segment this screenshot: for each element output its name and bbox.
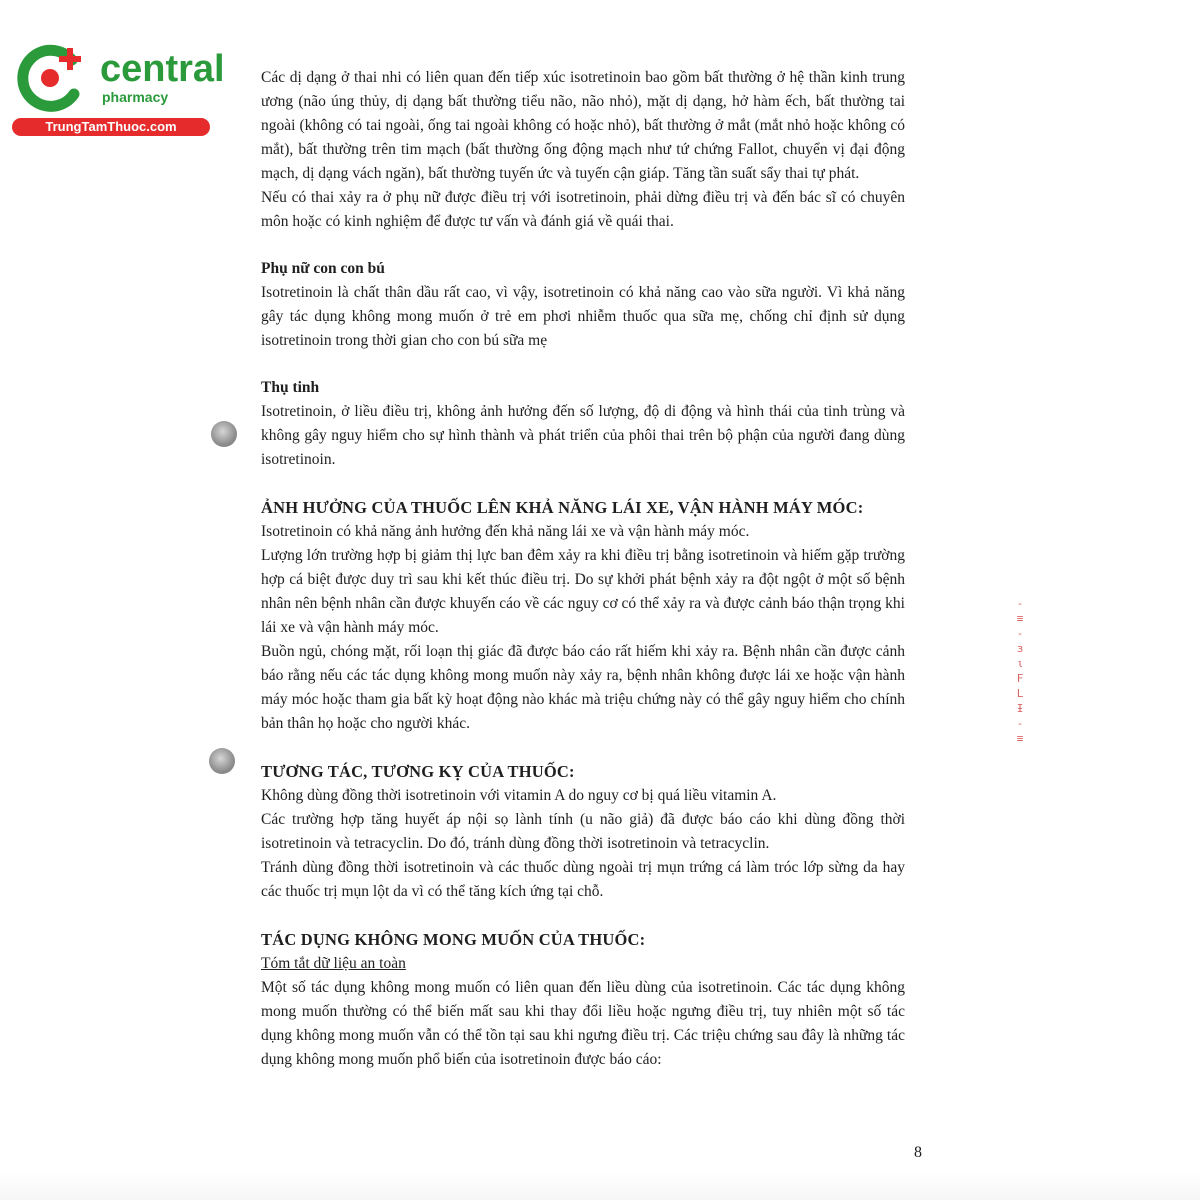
driving-paragraph-2: Lượng lớn trường hợp bị giảm thị lực ban đêm xảy ra khi điều trị bằng isotretinoin và hiếm gặp trường hợp cá biệt được duy trì sau khi kết thúc điều trị. Do sự khởi phát bệnh xảy ra đột ngột ở một số bệnh nhân nên bệnh nhân cần được khuyến cáo về các nguy cơ có thể xảy ra và được cảnh báo thận trọng khi lái xe và vận hành máy móc. bbox=[261, 547, 905, 636]
page-bottom-edge bbox=[0, 1172, 1200, 1200]
adverse-paragraph: Một số tác dụng không mong muốn có liên quan đến liều dùng của isotretinoin. Các tác dụng không mong muốn thường có thể biến mất sau khi thay đổi liều hoặc ngưng điều trị, tuy nhiên một số tác dụng không mong muốn vẫn có thể tồn tại sau khi ngưng điều trị. Các triệu chứng sau đây là những tác dụng không mong muốn phổ biến của isotretinoin được báo cáo: bbox=[261, 979, 905, 1068]
fertility-heading: Thụ tinh bbox=[261, 379, 320, 396]
driving-heading: ẢNH HƯỞNG CỦA THUỐC LÊN KHẢ NĂNG LÁI XE, VẬN HÀNH MÁY MÓC: bbox=[261, 498, 864, 517]
pregnancy-paragraph-1: Các dị dạng ở thai nhi có liên quan đến tiếp xúc isotretinoin bao gồm bất thường ở hệ thần kinh trung ương (não úng thủy, dị dạng bất thường tiểu não, não nhỏ), mặt dị dạng, hở hàm ếch, bất thường tai ngoài (không có tai ngoài, ống tai ngoài không có hoặc nhỏ), bất thường ở mắt (mắt nhỏ hoặc không có mắt), bất thường trên tim mạch (bất thường ống động mạch như tứ chứng Fallot, chuyển vị đại động mạch, dị dạng vách ngăn), bất thường tuyến ức và tuyến cận giáp. Tăng tần suất sẩy thai tự phát. bbox=[261, 69, 905, 182]
breastfeeding-paragraph: Isotretinoin là chất thân dầu rất cao, vì vậy, isotretinoin có khả năng cao vào sữa người. Vì khả năng gây tác dụng không mong muốn ở trẻ em phơi nhiễm thuốc qua sữa mẹ, chống chỉ định sử dụng isotretinoin trong thời gian cho con bú sữa mẹ bbox=[261, 284, 905, 349]
brand-tagline: pharmacy bbox=[102, 89, 169, 105]
interactions-heading: TƯƠNG TÁC, TƯƠNG KỴ CỦA THUỐC: bbox=[261, 762, 575, 781]
adverse-subheading: Tóm tắt dữ liệu an toàn bbox=[261, 955, 406, 972]
pregnancy-paragraph-2: Nếu có thai xảy ra ở phụ nữ được điều trị với isotretinoin, phải dừng điều trị và đến bác sĩ có chuyên môn hoặc có kinh nghiệm để được tư vấn và đánh giá về quái thai. bbox=[261, 189, 905, 230]
brand-name: central bbox=[100, 48, 225, 90]
adverse-heading: TÁC DỤNG KHÔNG MONG MUỐN CỦA THUỐC: bbox=[261, 930, 646, 949]
central-pharmacy-logo bbox=[12, 38, 225, 138]
document-body bbox=[261, 66, 905, 1072]
interactions-paragraph-1: Không dùng đồng thời isotretinoin với vitamin A do nguy cơ bị quá liều vitamin A. bbox=[261, 787, 777, 804]
punch-hole-bottom bbox=[209, 748, 235, 774]
c-cross-icon bbox=[12, 38, 92, 118]
page-number: 8 bbox=[914, 1144, 922, 1161]
breastfeeding-heading: Phụ nữ con con bú bbox=[261, 260, 385, 277]
interactions-paragraph-2: Các trường hợp tăng huyết áp nội sọ lành tính (u não giả) đã được báo cáo khi dùng đồng thời isotretinoin và tetracyclin. Do đó, tránh dùng đồng thời isotretinoin và tetracyclin. bbox=[261, 811, 905, 852]
margin-stamp-mark: - ≡ - ɜ ι F L Ɨ - ≡ bbox=[1016, 597, 1024, 745]
driving-paragraph-1: Isotretinoin có khả năng ảnh hưởng đến khả năng lái xe và vận hành máy móc. bbox=[261, 523, 750, 540]
brand-site: TrungTamThuoc.com bbox=[12, 118, 210, 136]
interactions-paragraph-3: Tránh dùng đồng thời isotretinoin và các thuốc dùng ngoài trị mụn trứng cá làm tróc lớp sừng da hay các thuốc trị mụn lột da vì có thể tăng kích ứng tại chỗ. bbox=[261, 859, 905, 900]
fertility-paragraph: Isotretinoin, ở liều điều trị, không ảnh hưởng đến số lượng, độ di động và hình thái của tinh trùng và không gây nguy hiểm cho sự hình thành và phát triển của phôi thai trên bộ phận của người đang dùng isotretinoin. bbox=[261, 403, 905, 468]
punch-hole-top bbox=[211, 421, 237, 447]
driving-paragraph-3: Buồn ngủ, chóng mặt, rối loạn thị giác đã được báo cáo rất hiếm khi xảy ra. Bệnh nhân cần được cảnh báo rằng nếu các tác dụng không mong muốn này xảy ra, bệnh nhân không được lái xe hoặc vận hành máy móc hoặc tham gia bất kỳ hoạt động nào khác mà triệu chứng này có thể gây nguy hiểm cho chính bản thân họ hoặc cho người khác. bbox=[261, 643, 905, 732]
